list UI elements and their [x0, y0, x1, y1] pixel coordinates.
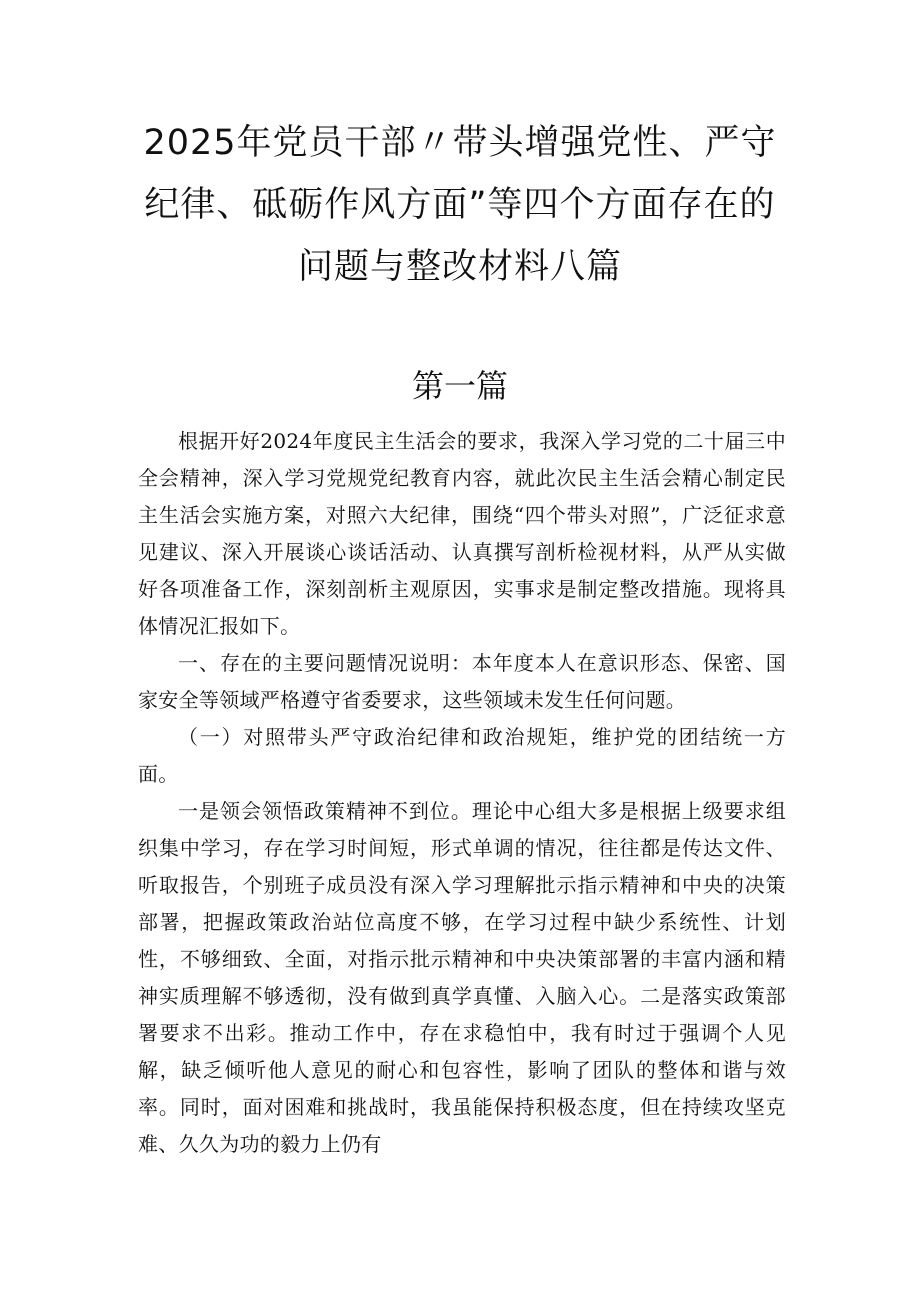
- paragraph-subsection-heading: （一）对照带头严守政治纪律和政治规矩，维护党的团结统一方面。: [138, 725, 786, 786]
- section-heading: 第一篇: [411, 367, 508, 405]
- paragraph-issues-detail: 一是领会领悟政策精神不到位。理论中心组大多是根据上级要求组织集中学习，存在学习时间短，形式单调的情况，往往都是传达文件、听取报告，个别班子成员没有深入学习理解批示指示精神和中央的决策部署，把握政策政治站位高度不够，在学习过程中缺少系统性、计划性，不够细致、全面，对指示批示精神和中央决策部署的丰富内涵和精神实质理解不够透彻，没有做到真学真懂、入脑入心。二是落实政策部署要求不出彩。推动工作中，存在求稳怕中，我有时过于强调个人见解，缺乏倾听他人意见的耐心和包容性，影响了团队的整体和谐与效率。同时，面对困难和挑战时，我虽能保持积极态度，但在持续攻坚克难、久久为功的毅力上仍有: [138, 799, 786, 1156]
- document-body: [138, 423, 786, 1163]
- paragraph-problems-summary: 一、存在的主要问题情况说明：本年度本人在意识形态、保密、国家安全等领域严格遵守省委要求，这些领域未发生任何问题。: [138, 651, 786, 712]
- paragraph-intro: 根据开好2024年度民主生活会的要求，我深入学习党的二十届三中全会精神，深入学习党规党纪教育内容，就此次民主生活会精心制定民主生活会实施方案，对照六大纪律，围绕“四个带头对照”，广泛征求意见建议、深入开展谈心谈话活动、认真撰写剖析检视材料，从严从实做好各项准备工作，深刻剖析主观原因，实事求是制定整改措施。现将具体情况汇报如下。: [138, 429, 786, 638]
- document-title: 2025年党员干部〃带头增强党性、严守纪律、砥砺作风方面”等四个方面存在的问题与整改材料八篇: [143, 123, 777, 287]
